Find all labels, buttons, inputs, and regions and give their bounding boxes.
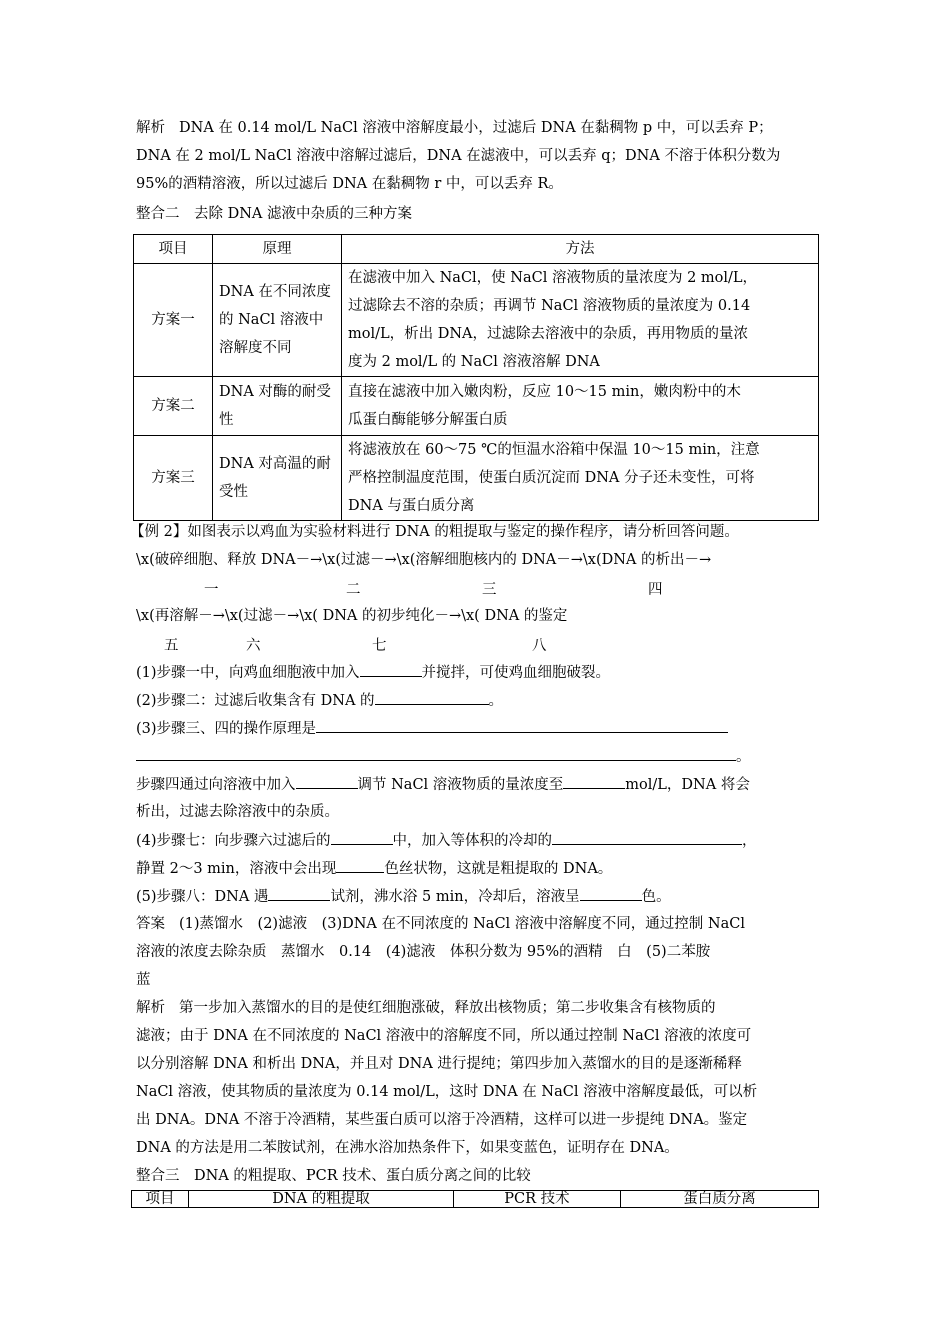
scheme-name: 方案一 [134, 264, 213, 377]
principle-line: DNA 对高温的耐 [219, 456, 331, 472]
step-label: 二 [346, 582, 361, 598]
analysis2-line-2: 滤液；由于 DNA 在不同浓度的 NaCl 溶液中的溶解度不同，所以通过控制 NaCl 溶液的浓度可 [136, 1028, 752, 1044]
principle-line: 溶解度不同 [219, 340, 292, 356]
analysis-text: DNA 在 0.14 mol/L NaCl 溶液中溶解度最小，过滤后 DNA 在黏稠物 p 中，可以丢弃 P； [179, 120, 773, 136]
step-label: 五 [164, 638, 179, 654]
method-line: DNA 与蛋白质分离 [348, 498, 475, 514]
answer-label: 答案 [136, 916, 165, 932]
scheme-name: 方案二 [134, 377, 213, 436]
answer-blank [360, 662, 422, 677]
method-line: 瓜蛋白酶能够分解蛋白质 [348, 412, 508, 428]
analysis-label: 解析 [136, 120, 165, 136]
analysis2-line-5: 出 DNA。DNA 不溶于冷酒精，某些蛋白质可以溶于冷酒精，这样可以进一步提纯 DNA。鉴定 [136, 1112, 748, 1128]
answer-blank [375, 690, 489, 705]
scheme-principle [213, 264, 342, 377]
analysis-line-3: 95%的酒精溶液，所以过滤后 DNA 在黏稠物 r 中，可以丢弃 R。 [136, 176, 563, 192]
scheme-principle [213, 436, 342, 521]
principle-line: 的 NaCl 溶液中 [219, 312, 324, 328]
table-header-cell: PCR 技术 [454, 1191, 621, 1208]
principle-line: DNA 对酶的耐受 [219, 384, 331, 400]
answer-blank [580, 886, 642, 901]
method-line: 在滤液中加入 NaCl，使 NaCl 溶液物质的量浓度为 2 mol/L， [348, 270, 758, 286]
step-label: 四 [648, 582, 663, 598]
answer-blank [331, 830, 393, 845]
analysis-line-1 [136, 118, 773, 138]
table-header-cell: 原理 [213, 235, 342, 264]
analysis2-line-3: 以分别溶解 DNA 和析出 DNA，并且对 DNA 进行提纯；第四步加入蒸馏水的目的是逐渐稀释 [136, 1056, 742, 1072]
flow-row-2: \x(再溶解－→\x(过滤－→\x( DNA 的初步纯化－→\x( DNA 的鉴定 [136, 608, 568, 624]
step-label: 一 [204, 582, 219, 598]
principle-line: DNA 在不同浓度 [219, 284, 331, 300]
question-2: (2)步骤二：过滤后收集含有 DNA 的 。 [136, 690, 503, 711]
method-line: 严格控制温度范围，使蛋白质沉淀而 DNA 分子还未变性，可将 [348, 470, 755, 486]
analysis-label: 解析 [136, 1000, 165, 1016]
principle-line: 受性 [219, 484, 248, 500]
step-label: 八 [532, 638, 547, 654]
example-label: 【例 2】 [130, 524, 188, 540]
step-label: 六 [246, 638, 261, 654]
analysis2-line-1: 解析 第一步加入蒸馏水的目的是使红细胞涨破，释放出核物质；第二步收集含有核物质的 [136, 1000, 716, 1016]
scheme-method [342, 436, 819, 521]
answer-line-1: 答案 (1)蒸馏水 (2)滤液 (3)DNA 在不同浓度的 NaCl 溶液中溶解度不同，通过控制 NaCl [136, 916, 745, 932]
section-title: 整合二 去除 DNA 滤液中杂质的三种方案 [136, 206, 413, 222]
method-line: 过滤除去不溶的杂质；再调节 NaCl 溶液物质的量浓度为 0.14 [348, 298, 751, 314]
scheme-name: 方案三 [134, 436, 213, 521]
table-header-row [132, 1191, 819, 1208]
principle-line: 性 [219, 412, 234, 428]
step-label: 七 [372, 638, 387, 654]
table-row [134, 377, 819, 436]
answer-blank [563, 774, 625, 789]
method-line: 度为 2 mol/L 的 NaCl 溶液溶解 DNA [348, 354, 600, 370]
answer-blank [336, 858, 384, 873]
table-header-row [134, 235, 819, 264]
scheme-principle [213, 377, 342, 436]
answer-blank [552, 830, 742, 845]
purification-methods-table [133, 234, 819, 521]
answer-blank [316, 718, 728, 733]
question-3-cont-2: 析出，过滤去除溶液中的杂质。 [136, 804, 339, 820]
scheme-method [342, 377, 819, 436]
flow-row-1: \x(破碎细胞、释放 DNA－→\x(过滤－→\x(溶解细胞核内的 DNA－→\x(DNA 的析出－→ [136, 552, 712, 568]
answer-line-3: 蓝 [136, 972, 151, 988]
answer-blank [268, 886, 330, 901]
example-text: 如图表示以鸡血为实验材料进行 DNA 的粗提取与鉴定的操作程序，请分析回答问题。 [187, 524, 739, 540]
question-4: (4)步骤七：向步骤六过滤后的 中，加入等体积的冷却的 ， [136, 830, 757, 851]
method-line: 直接在滤液中加入嫩肉粉，反应 10～15 min，嫩肉粉中的木 [348, 384, 741, 400]
table-header-cell: 蛋白质分离 [621, 1191, 819, 1208]
answer-line-2: 溶液的浓度去除杂质 蒸馏水 0.14 (4)滤液 体积分数为 95%的酒精 白 (5)二苯胺 [136, 944, 711, 960]
table-header-cell: 项目 [134, 235, 213, 264]
analysis2-line-6: DNA 的方法是用二苯胺试剂，在沸水浴加热条件下，如果变蓝色，证明存在 DNA。 [136, 1140, 679, 1156]
answer-blank [136, 746, 736, 761]
answer-blank [296, 774, 358, 789]
method-line: 将滤液放在 60～75 ℃的恒温水浴箱中保温 10～15 min，注意 [348, 442, 760, 458]
scheme-method [342, 264, 819, 377]
method-line: mol/L，析出 DNA，过滤除去溶液中的杂质，再用物质的量浓 [348, 326, 749, 342]
table-header-cell: DNA 的粗提取 [189, 1191, 454, 1208]
table-row [134, 436, 819, 521]
question-5: (5)步骤八：DNA 遇 试剂，沸水浴 5 min，冷却后，溶液呈 色。 [136, 886, 671, 907]
question-4-line-2: 静置 2～3 min，溶液中会出现 色丝状物，这就是粗提取的 DNA。 [136, 858, 612, 879]
question-1: (1)步骤一中，向鸡血细胞液中加入 并搅拌，可使鸡血细胞破裂。 [136, 662, 610, 683]
example-heading [130, 522, 739, 542]
section-title: 整合三 DNA 的粗提取、PCR 技术、蛋白质分离之间的比较 [136, 1168, 531, 1184]
table-header-cell: 方法 [342, 235, 819, 264]
question-3-line-2: 。 [136, 746, 751, 767]
comparison-table [131, 1190, 819, 1208]
analysis2-line-4: NaCl 溶液，使其物质的量浓度为 0.14 mol/L，这时 DNA 在 NaCl 溶液中溶解度最低，可以析 [136, 1084, 758, 1100]
question-3: (3)步骤三、四的操作原理是 [136, 718, 728, 739]
analysis-line-2: DNA 在 2 mol/L NaCl 溶液中溶解过滤后，DNA 在滤液中，可以丢弃 q；DNA 不溶于体积分数为 [136, 148, 781, 164]
table-header-cell: 项目 [132, 1191, 189, 1208]
question-3-cont: 步骤四通过向溶液中加入 调节 NaCl 溶液物质的量浓度至 mol/L，DNA 将会 [136, 774, 750, 795]
step-label: 三 [482, 582, 497, 598]
table-row [134, 264, 819, 377]
